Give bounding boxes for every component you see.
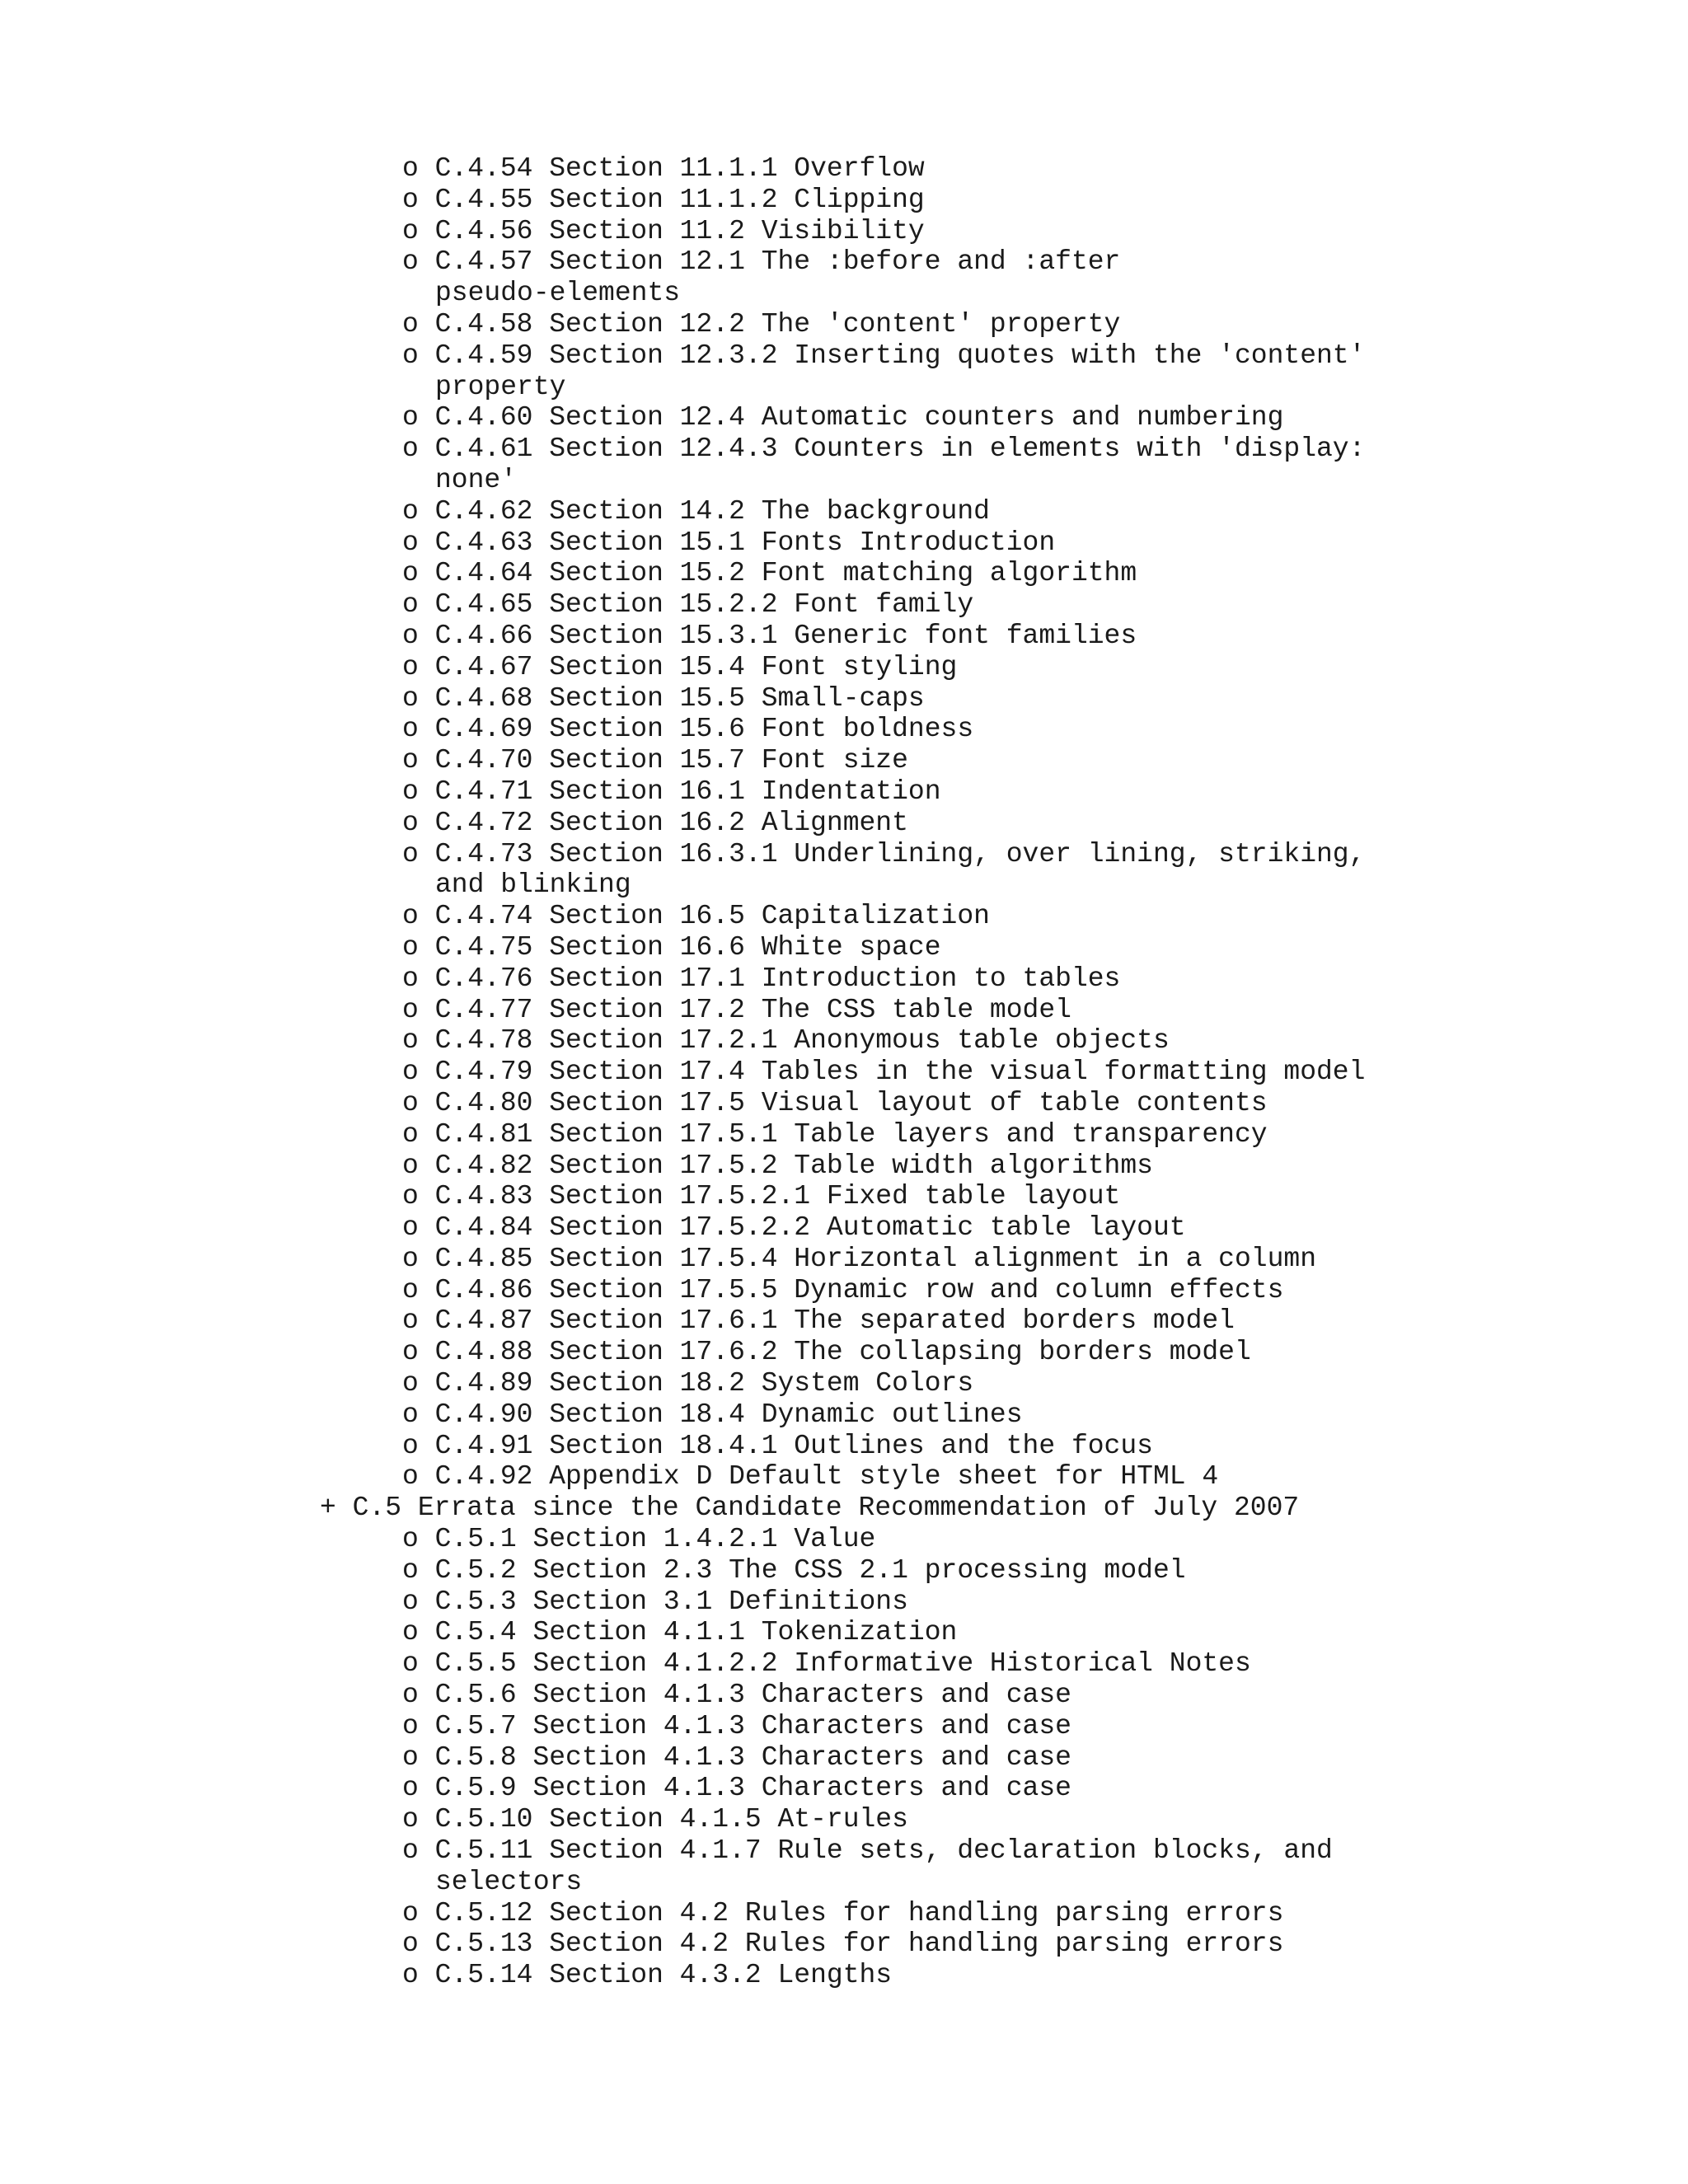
toc-entry-text: C.5.11 Section 4.1.7 Rule sets, declaration blocks, and xyxy=(434,1835,1333,1867)
bullet-marker: o xyxy=(402,1212,419,1244)
toc-subsection-item xyxy=(0,1835,1688,1898)
toc-entry-line xyxy=(0,1399,1688,1431)
toc-entry-text: C.5 Errata since the Candidate Recommendation of July 2007 xyxy=(352,1493,1300,1524)
bullet-marker: o xyxy=(402,1554,419,1586)
bullet-marker: o xyxy=(402,527,419,558)
toc-entry-text: C.5.10 Section 4.1.5 At-rules xyxy=(434,1804,908,1835)
toc-entry-continuation: and blinking xyxy=(435,869,631,901)
bullet-marker: o xyxy=(402,589,419,621)
bullet-marker: o xyxy=(402,1741,419,1773)
toc-subsection-item xyxy=(0,1088,1688,1119)
toc-entry-line xyxy=(0,1804,1688,1835)
toc-entry-line xyxy=(0,714,1688,745)
toc-entry-line xyxy=(0,1773,1688,1804)
toc-entry-line xyxy=(0,1835,1688,1867)
bullet-marker: o xyxy=(402,1524,419,1555)
toc-entry-line xyxy=(0,402,1688,434)
toc-entry-text: C.4.89 Section 18.2 System Colors xyxy=(434,1368,974,1399)
toc-entry-line xyxy=(0,1119,1688,1151)
toc-entry-text: C.5.14 Section 4.3.2 Lengths xyxy=(434,1960,893,1991)
toc-entry-continuation: selectors xyxy=(435,1866,583,1897)
toc-entry-text: C.4.64 Section 15.2 Font matching algorithm xyxy=(434,558,1137,589)
toc-subsection-item xyxy=(0,1773,1688,1804)
toc-entry-text: C.5.7 Section 4.1.3 Characters and case xyxy=(434,1710,1071,1741)
toc-subsection-item xyxy=(0,1960,1688,1991)
toc-entry-line xyxy=(0,340,1688,372)
toc-entry-text: C.4.65 Section 15.2.2 Font family xyxy=(434,589,974,621)
toc-entry-text: C.4.92 Appendix D Default style sheet for HTML 4 xyxy=(434,1461,1219,1493)
toc-entry-line xyxy=(0,527,1688,559)
toc-subsection-item xyxy=(0,402,1688,434)
bullet-marker: o xyxy=(402,1680,419,1711)
bullet-marker: o xyxy=(402,1305,419,1337)
toc-entry-text: C.5.5 Section 4.1.2.2 Informative Historical Notes xyxy=(434,1648,1251,1680)
toc-subsection-item xyxy=(0,246,1688,309)
toc-entry-line xyxy=(0,153,1688,185)
toc-subsection-item xyxy=(0,185,1688,216)
toc-entry-text: C.4.76 Section 17.1 Introduction to tables xyxy=(434,963,1121,994)
toc-entry-line xyxy=(0,683,1688,715)
bullet-marker: o xyxy=(402,1461,419,1493)
bullet-marker: o xyxy=(402,1368,419,1399)
bullet-marker: o xyxy=(402,495,419,527)
toc-entry-text: C.4.83 Section 17.5.2.1 Fixed table layout xyxy=(434,1181,1121,1212)
toc-entry-line xyxy=(0,1212,1688,1244)
bullet-marker: o xyxy=(402,1773,419,1804)
toc-entry-line xyxy=(0,621,1688,652)
toc-subsection-item xyxy=(0,1151,1688,1182)
toc-entry-line xyxy=(0,246,1688,278)
bullet-marker: o xyxy=(402,714,419,745)
toc-entry-line xyxy=(0,1275,1688,1306)
toc-entry-line xyxy=(0,1711,1688,1742)
toc-subsection-item xyxy=(0,1244,1688,1275)
toc-subsection-item xyxy=(0,652,1688,683)
bullet-marker: o xyxy=(402,1025,419,1057)
toc-entry-line xyxy=(0,1648,1688,1680)
toc-entry-text: C.5.3 Section 3.1 Definitions xyxy=(434,1586,908,1617)
toc-entry-text: C.5.9 Section 4.1.3 Characters and case xyxy=(434,1773,1071,1804)
toc-entry-line xyxy=(0,652,1688,683)
bullet-marker: o xyxy=(402,1897,419,1929)
toc-entry-line xyxy=(0,901,1688,932)
toc-entry-line xyxy=(0,496,1688,527)
toc-entry-text: C.4.91 Section 18.4.1 Outlines and the focus xyxy=(434,1430,1153,1461)
toc-entry-line xyxy=(0,776,1688,808)
toc-entry-text: C.4.85 Section 17.5.4 Horizontal alignment in a column xyxy=(434,1243,1316,1274)
bullet-marker: o xyxy=(402,1181,419,1212)
bullet-marker: o xyxy=(402,1710,419,1741)
toc-subsection-item xyxy=(0,1617,1688,1648)
bullet-marker: o xyxy=(402,620,419,651)
toc-entry-line xyxy=(0,995,1688,1026)
bullet-marker: o xyxy=(402,308,419,340)
toc-entry-text: C.4.67 Section 15.4 Font styling xyxy=(434,651,958,682)
toc-entry-text: C.4.78 Section 17.2.1 Anonymous table objects xyxy=(434,1025,1170,1057)
toc-entry-line xyxy=(0,1025,1688,1057)
toc-entry-text: C.5.13 Section 4.2 Rules for handling parsing errors xyxy=(434,1929,1284,1960)
toc-entry-line xyxy=(0,1555,1688,1586)
toc-entry-text: C.5.6 Section 4.1.3 Characters and case xyxy=(434,1680,1071,1711)
toc-entry-text: C.4.61 Section 12.4.3 Counters in elements with 'display: xyxy=(434,434,1366,465)
bullet-marker: o xyxy=(402,153,419,184)
toc-section-item xyxy=(0,1493,1688,1524)
toc-entry-text: C.4.55 Section 11.1.2 Clipping xyxy=(434,184,925,215)
toc-subsection-item xyxy=(0,839,1688,902)
bullet-marker: o xyxy=(402,931,419,963)
bullet-marker: o xyxy=(402,682,419,714)
toc-subsection-item xyxy=(0,1742,1688,1774)
toc-entry-text: C.4.88 Section 17.6.2 The collapsing borders model xyxy=(434,1337,1251,1368)
toc-entry-line xyxy=(0,1244,1688,1275)
toc-entry-line xyxy=(0,1898,1688,1929)
bullet-marker: o xyxy=(402,1617,419,1648)
toc-entry-text: C.4.68 Section 15.5 Small-caps xyxy=(434,682,925,714)
toc-entry-line xyxy=(0,1088,1688,1119)
toc-subsection-item xyxy=(0,1586,1688,1618)
bullet-marker: o xyxy=(402,340,419,371)
bullet-marker: o xyxy=(402,402,419,434)
bullet-marker: o xyxy=(402,1430,419,1461)
toc-subsection-item xyxy=(0,995,1688,1026)
toc-subsection-item xyxy=(0,1119,1688,1151)
bullet-marker: o xyxy=(402,1960,419,1991)
toc-subsection-item xyxy=(0,1680,1688,1711)
toc-entry-text: C.4.71 Section 16.1 Indentation xyxy=(434,776,941,807)
toc-subsection-item xyxy=(0,558,1688,589)
toc-entry-line xyxy=(0,558,1688,589)
toc-subsection-item xyxy=(0,589,1688,621)
toc-entry-text: C.4.82 Section 17.5.2 Table width algorithms xyxy=(434,1150,1153,1181)
toc-entry-continuation: pseudo-elements xyxy=(435,278,681,309)
toc-subsection-item xyxy=(0,963,1688,995)
toc-entry-text: C.4.58 Section 12.2 The 'content' property xyxy=(434,308,1121,340)
toc-subsection-item xyxy=(0,496,1688,527)
toc-entry-text: C.4.74 Section 16.5 Capitalization xyxy=(434,901,990,932)
bullet-marker: o xyxy=(402,1804,419,1835)
toc-subsection-item xyxy=(0,714,1688,745)
toc-entry-line xyxy=(0,309,1688,340)
toc-entry-text: C.4.81 Section 17.5.1 Table layers and transparency xyxy=(434,1118,1268,1150)
bullet-marker: o xyxy=(402,651,419,682)
toc-entry-text: C.4.77 Section 17.2 The CSS table model xyxy=(434,994,1071,1025)
toc-subsection-item xyxy=(0,1648,1688,1680)
toc-entry-line xyxy=(0,1461,1688,1493)
bullet-marker: o xyxy=(402,1118,419,1150)
toc-entry-line xyxy=(0,1617,1688,1648)
toc-entry-text: C.5.4 Section 4.1.1 Tokenization xyxy=(434,1617,958,1648)
toc-subsection-item xyxy=(0,683,1688,715)
bullet-marker: o xyxy=(402,994,419,1025)
toc-entry-text: C.4.70 Section 15.7 Font size xyxy=(434,745,908,776)
toc-subsection-item xyxy=(0,901,1688,932)
toc-entry-text: C.4.86 Section 17.5.5 Dynamic row and column effects xyxy=(434,1274,1284,1305)
toc-subsection-item xyxy=(0,1461,1688,1493)
toc-entry-text: C.4.84 Section 17.5.2.2 Automatic table layout xyxy=(434,1212,1186,1244)
toc-subsection-item xyxy=(0,216,1688,247)
toc-subsection-item xyxy=(0,1337,1688,1368)
bullet-marker: o xyxy=(402,807,419,838)
toc-entry-line xyxy=(0,1524,1688,1555)
bullet-marker: o xyxy=(402,1150,419,1181)
toc-subsection-item xyxy=(0,1399,1688,1431)
toc-entry-line xyxy=(0,1493,1688,1524)
toc-subsection-item xyxy=(0,1431,1688,1462)
toc-subsection-item xyxy=(0,808,1688,839)
toc-entry-text: C.5.2 Section 2.3 The CSS 2.1 processing model xyxy=(434,1554,1186,1586)
toc-entry-text: C.4.69 Section 15.6 Font boldness xyxy=(434,714,974,745)
toc-list xyxy=(0,153,1688,1991)
bullet-marker: o xyxy=(402,1274,419,1305)
bullet-marker: o xyxy=(402,184,419,215)
toc-entry-text: C.4.75 Section 16.6 White space xyxy=(434,931,941,963)
toc-entry-line xyxy=(0,1057,1688,1088)
bullet-marker: o xyxy=(402,1399,419,1430)
toc-subsection-item xyxy=(0,1711,1688,1742)
toc-subsection-item xyxy=(0,745,1688,776)
toc-entry-text: C.4.90 Section 18.4 Dynamic outlines xyxy=(434,1399,1023,1430)
toc-entry-text: C.4.62 Section 14.2 The background xyxy=(434,495,990,527)
bullet-marker: o xyxy=(402,1835,419,1867)
toc-entry-text: C.4.73 Section 16.3.1 Underlining, over lining, striking, xyxy=(434,838,1366,869)
toc-subsection-item xyxy=(0,621,1688,652)
toc-entry-line xyxy=(0,839,1688,870)
toc-entry-text: C.4.87 Section 17.6.1 The separated borders model xyxy=(434,1305,1235,1337)
toc-entry-line xyxy=(0,1929,1688,1960)
toc-entry-line xyxy=(0,808,1688,839)
bullet-marker: o xyxy=(402,745,419,776)
toc-entry-continuation: property xyxy=(435,371,566,402)
toc-entry-text: C.4.72 Section 16.2 Alignment xyxy=(434,807,908,838)
toc-subsection-item xyxy=(0,1275,1688,1306)
toc-subsection-item xyxy=(0,1025,1688,1057)
toc-entry-line xyxy=(0,1368,1688,1399)
toc-entry-line xyxy=(0,1181,1688,1212)
toc-entry-line xyxy=(0,434,1688,465)
bullet-marker: o xyxy=(402,901,419,932)
toc-entry-line xyxy=(0,1586,1688,1618)
toc-subsection-item xyxy=(0,1181,1688,1212)
toc-subsection-item xyxy=(0,153,1688,185)
toc-entry-text: C.4.60 Section 12.4 Automatic counters and numbering xyxy=(434,402,1284,434)
toc-entry-text: C.4.66 Section 15.3.1 Generic font families xyxy=(434,620,1137,651)
bullet-marker: o xyxy=(402,963,419,994)
toc-entry-line xyxy=(0,216,1688,247)
toc-entry-line xyxy=(0,1431,1688,1462)
toc-entry-text: C.4.56 Section 11.2 Visibility xyxy=(434,215,925,246)
toc-subsection-item xyxy=(0,1929,1688,1960)
toc-subsection-item xyxy=(0,309,1688,340)
toc-entry-text: C.5.8 Section 4.1.3 Characters and case xyxy=(434,1741,1071,1773)
toc-subsection-item xyxy=(0,434,1688,496)
toc-entry-line xyxy=(0,1742,1688,1774)
toc-entry-line xyxy=(0,932,1688,963)
toc-entry-text: C.4.57 Section 12.1 The :before and :after xyxy=(434,246,1121,278)
toc-entry-text: C.5.1 Section 1.4.2.1 Value xyxy=(434,1524,876,1555)
toc-entry-text: C.5.12 Section 4.2 Rules for handling parsing errors xyxy=(434,1897,1284,1929)
toc-entry-line xyxy=(0,745,1688,776)
bullet-marker: o xyxy=(402,246,419,278)
toc-subsection-item xyxy=(0,1212,1688,1244)
toc-subsection-item xyxy=(0,932,1688,963)
bullet-marker: o xyxy=(402,838,419,869)
toc-entry-text: C.4.80 Section 17.5 Visual layout of table contents xyxy=(434,1087,1268,1118)
toc-entry-text: C.4.59 Section 12.3.2 Inserting quotes with the 'content' xyxy=(434,340,1366,371)
toc-entry-text: C.4.79 Section 17.4 Tables in the visual formatting model xyxy=(434,1057,1366,1088)
bullet-marker: o xyxy=(402,1337,419,1368)
toc-entry-line xyxy=(0,963,1688,995)
toc-subsection-item xyxy=(0,1368,1688,1399)
bullet-marker: o xyxy=(402,1586,419,1617)
toc-subsection-item xyxy=(0,1555,1688,1586)
bullet-marker: o xyxy=(402,558,419,589)
bullet-marker: o xyxy=(402,1929,419,1960)
toc-entry-line xyxy=(0,589,1688,621)
toc-subsection-item xyxy=(0,527,1688,559)
bullet-marker: + xyxy=(320,1493,336,1524)
toc-entry-line xyxy=(0,1305,1688,1337)
toc-entry-text: C.4.54 Section 11.1.1 Overflow xyxy=(434,153,925,184)
toc-subsection-item xyxy=(0,776,1688,808)
toc-subsection-item xyxy=(0,1305,1688,1337)
bullet-marker: o xyxy=(402,776,419,807)
toc-subsection-item xyxy=(0,1898,1688,1929)
toc-subsection-item xyxy=(0,340,1688,403)
toc-entry-line xyxy=(0,1151,1688,1182)
toc-entry-text: C.4.63 Section 15.1 Fonts Introduction xyxy=(434,527,1056,558)
bullet-marker: o xyxy=(402,1648,419,1680)
toc-subsection-item xyxy=(0,1057,1688,1088)
toc-subsection-item xyxy=(0,1524,1688,1555)
bullet-marker: o xyxy=(402,1243,419,1274)
toc-entry-continuation: none' xyxy=(435,464,518,495)
toc-subsection-item xyxy=(0,1804,1688,1835)
bullet-marker: o xyxy=(402,434,419,465)
bullet-marker: o xyxy=(402,215,419,246)
toc-entry-line xyxy=(0,185,1688,216)
toc-entry-line xyxy=(0,1960,1688,1991)
bullet-marker: o xyxy=(402,1057,419,1088)
bullet-marker: o xyxy=(402,1087,419,1118)
toc-entry-line xyxy=(0,1337,1688,1368)
toc-entry-line xyxy=(0,1680,1688,1711)
